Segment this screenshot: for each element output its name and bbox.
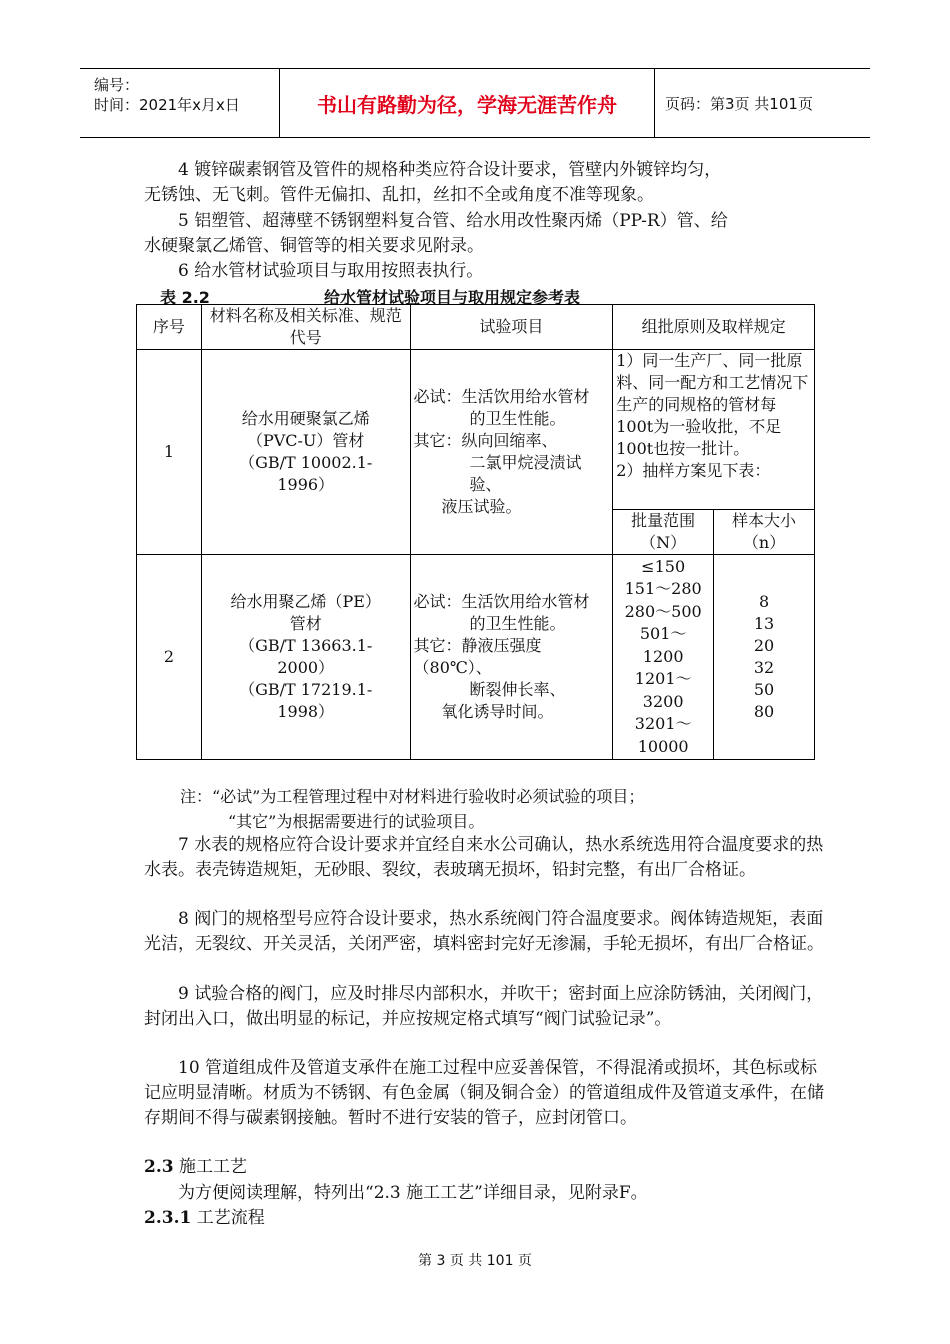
sample-size: 80 (753, 702, 775, 721)
sample-size: 20 (753, 636, 775, 655)
row1-test-line: 必试：生活饮用给水管材 (413, 387, 590, 406)
note-line-1: 注：“必试”为工程管理过程中对材料进行验收时必须试验的项目； (180, 787, 645, 806)
batch-range: 1201～ (634, 669, 692, 689)
row1-material-line: （GB/T 10002.1- (239, 453, 373, 472)
section-2-3-paragraph: 为方便阅读理解，特列出“2.3 施工工艺”详细目录，见附录F。 (178, 1183, 648, 1203)
paragraph-4-line-1: 4 镀锌碳素钢管及管件的规格种类应符合设计要求，管壁内外镀锌均匀， (178, 160, 722, 180)
batch-range: 151～280 (624, 579, 702, 599)
row2-batch-ranges (613, 555, 714, 760)
row2-sample-sizes (714, 555, 815, 760)
section-title: 工艺流程 (196, 1208, 265, 1228)
row2-material (201, 555, 410, 760)
header-motto: 书山有路勤为径，学海无涯苦作舟 (280, 69, 655, 137)
batch-range: 3200 (642, 691, 684, 711)
section-number: 2.3.1 (144, 1208, 192, 1228)
paragraph-10: 10 管道组成件及管道支承件在施工过程中应妥善保管，不得混淆或损坏，其色标或标记应明显清晰。材质为不锈钢、有色金属（铜及铜合金）的管道组成件及管道支承件，在储存期间不得与碳素钢接触。暂时不进行安装的管子，应封闭管口。 (144, 1058, 824, 1128)
row2-test-line: 断裂伸长率、 (469, 680, 566, 699)
date-label: 时间：2021年x月x日 (94, 96, 240, 114)
table-title: 给水管材试验项目与取用规定参考表 (324, 288, 581, 307)
header-meta (80, 69, 280, 137)
subheader-batch: 批量范围（N） (613, 510, 714, 555)
row2-test-line: 的卫生性能。 (469, 614, 566, 633)
paragraph-4 (144, 158, 824, 208)
paragraph-4-line-2: 无锈蚀、无飞刺。管件无偏扣、乱扣，丝扣不全或角度不准等现象。 (144, 185, 654, 205)
batch-range: ≤150 (641, 556, 686, 576)
note-line-2: “其它”为根据需要进行的试验项目。 (228, 812, 485, 831)
table-row (137, 350, 815, 510)
row2-material-line: 2000） (277, 658, 335, 677)
row2-test-line: 氧化诱导时间。 (441, 702, 554, 721)
subheader-sample: 样本大小（n） (714, 510, 815, 555)
header-tests: 试验项目 (410, 305, 613, 350)
batch-range: 3201～ (634, 714, 692, 734)
row2-material-line: 管材 (289, 614, 322, 633)
paragraph-6: 6 给水管材试验项目与取用按照表执行。 (178, 261, 484, 281)
row2-material-line: （GB/T 17219.1- (239, 680, 373, 699)
batch-range: 501～ (639, 624, 687, 644)
batch-range: 10000 (637, 736, 689, 756)
page-header (80, 68, 870, 138)
row1-test-line: 其它：纵向回缩率、 (413, 431, 558, 450)
row1-rule-text: 2）抽样方案见下表： (616, 461, 771, 480)
paragraph-5-line-2: 水硬聚氯乙烯管、铜管等的相关要求见附录。 (144, 236, 484, 256)
paragraph-5-line-1: 5 铝塑管、超薄壁不锈钢塑料复合管、给水用改性聚丙烯（PP-R）管、给 (178, 211, 728, 231)
section-title: 施工工艺 (178, 1157, 247, 1177)
row1-tests (410, 350, 613, 555)
header-material: 材料名称及相关标准、规范代号 (201, 305, 410, 350)
table-row (137, 555, 815, 760)
spec-table (136, 304, 815, 760)
row1-rule (613, 350, 815, 510)
row2-no: 2 (137, 555, 202, 760)
batch-range: 280～500 (624, 601, 702, 621)
section-2-3-1-heading (144, 1206, 824, 1231)
row1-no: 1 (137, 350, 202, 555)
sample-size: 32 (753, 658, 775, 677)
row1-rule-text: 1）同一生产厂、同一批原料、同一配方和工艺情况下生产的同规格的管材每100t为一验收批，不足100t也按一批计。 (616, 351, 809, 458)
paragraph-5 (144, 209, 824, 259)
row2-material-line: 给水用聚乙烯（PE） (230, 592, 381, 611)
row2-test-line: 其它：静液压强度（80℃）、 (413, 636, 542, 677)
row2-test-line: 必试：生活饮用给水管材 (413, 592, 590, 611)
row2-material-line: （GB/T 13663.1- (239, 636, 373, 655)
section-number: 2.3 (144, 1157, 174, 1177)
row2-tests (410, 555, 613, 760)
row1-material-line: （PVC-U）管材 (246, 431, 365, 450)
row1-test-line: 的卫生性能。 (469, 409, 566, 428)
paragraph-8: 8 阀门的规格型号应符合设计要求，热水系统阀门符合温度要求。阀体铸造规矩，表面光洁，无裂纹、开关灵活，关闭严密，填料密封完好无渗漏，手轮无损坏，有出厂合格证。 (144, 909, 824, 954)
section-2-3-heading (144, 1155, 824, 1180)
page-footer: 第 3 页 共 101 页 (418, 1253, 532, 1269)
paragraph-7: 7 水表的规格应符合设计要求并宜经自来水公司确认，热水系统选用符合温度要求的热水表。表壳铸造规矩，无砂眼、裂纹，表玻璃无损坏，铅封完整，有出厂合格证。 (144, 835, 824, 880)
row2-material-line: 1998） (277, 702, 335, 721)
sample-size: 8 (758, 592, 770, 611)
table-header-row (137, 305, 815, 350)
table-number: 表 2.2 (160, 288, 210, 307)
row1-material-line: 1996） (277, 475, 335, 494)
row1-material-line: 给水用硬聚氯乙烯 (241, 409, 370, 428)
row1-test-line: 二氯甲烷浸渍试验、 (469, 453, 582, 494)
sample-size: 13 (753, 614, 775, 633)
header-rules: 组批原则及取样规定 (613, 305, 815, 350)
number-label: 编号： (94, 76, 140, 94)
row1-material (201, 350, 410, 555)
header-page-label: 页码：第3页 共101页 (665, 94, 813, 113)
row1-test-line: 液压试验。 (441, 497, 522, 516)
paragraph-9: 9 试验合格的阀门，应及时排尽内部积水，并吹干；密封面上应涂防锈油，关闭阀门，封闭出入口，做出明显的标记，并应按规定格式填写“阀门试验记录”。 (144, 984, 824, 1029)
sample-size: 50 (753, 680, 775, 699)
header-no: 序号 (137, 305, 202, 350)
batch-range: 1200 (642, 646, 684, 666)
